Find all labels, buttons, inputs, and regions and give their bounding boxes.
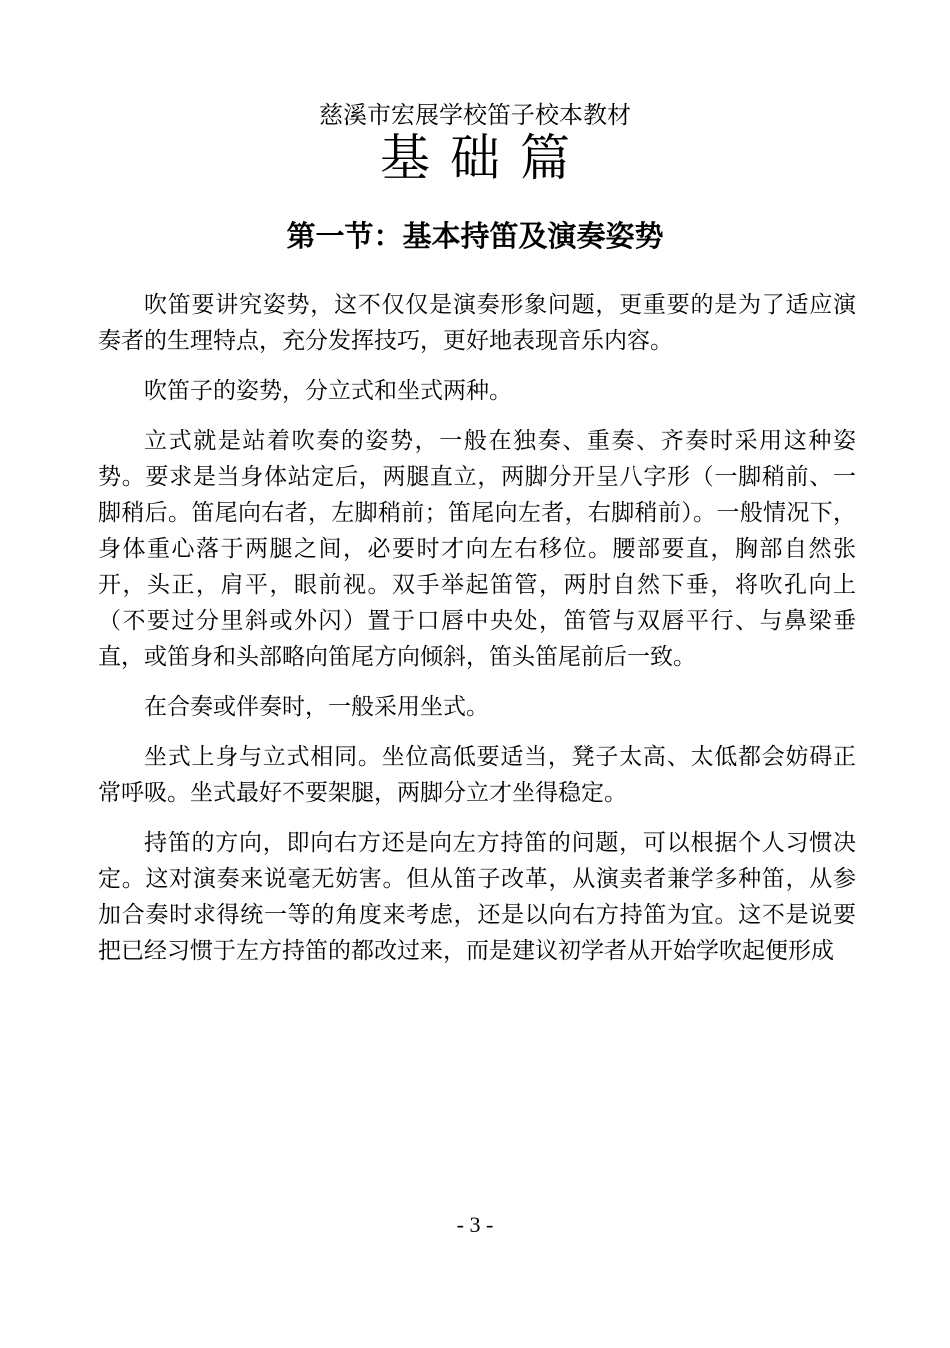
page-number: - 3 -	[456, 1212, 494, 1237]
part-title: 基础篇	[380, 129, 590, 187]
body-text	[98, 287, 856, 983]
document-subtitle: 慈溪市宏展学校笛子校本教材	[319, 101, 631, 129]
paragraph: 吹笛子的姿势，分立式和坐式两种。	[144, 378, 512, 404]
paragraph: 坐式上身与立式相同。坐位高低要适当，凳子太高、太低都会妨碍正常呼吸。坐式最好不要架腿，两脚分立才坐得稳定。	[98, 744, 856, 806]
section-title: 第一节：基本持笛及演奏姿势	[286, 219, 664, 253]
paragraph: 在合奏或伴奏时，一般采用坐式。	[144, 694, 489, 720]
paragraph: 持笛的方向，即向右方还是向左方持笛的问题，可以根据个人习惯决定。这对演奏来说毫无妨害。但从笛子改革，从演卖者兼学多种笛，从参加合奏时求得统一等的角度来考虑，还是以向右方持笛为宜。这不是说要把已经习惯于左方持笛的都改过来，而是建议初学者从开始学吹起便形成	[98, 830, 856, 964]
paragraph: 吹笛要讲究姿势，这不仅仅是演奏形象问题，更重要的是为了适应演奏者的生理特点，充分发挥技巧，更好地表现音乐内容。	[98, 292, 856, 354]
paragraph: 立式就是站着吹奏的姿势，一般在独奏、重奏、齐奏时采用这种姿势。要求是当身体站定后，两腿直立，两脚分开呈八字形（一脚稍前、一脚稍后。笛尾向右者，左脚稍前；笛尾向左者，右脚稍前）。一般情况下，身体重心落于两腿之间，必要时才向左右移位。腰部要直，胸部自然张开，头正，肩平，眼前视。双手举起笛管，两肘自然下垂，将吹孔向上（不要过分里斜或外闪）置于口唇中央处，笛管与双唇平行、与鼻梁垂直，或笛身和头部略向笛尾方向倾斜，笛头笛尾前后一致。	[98, 428, 856, 670]
